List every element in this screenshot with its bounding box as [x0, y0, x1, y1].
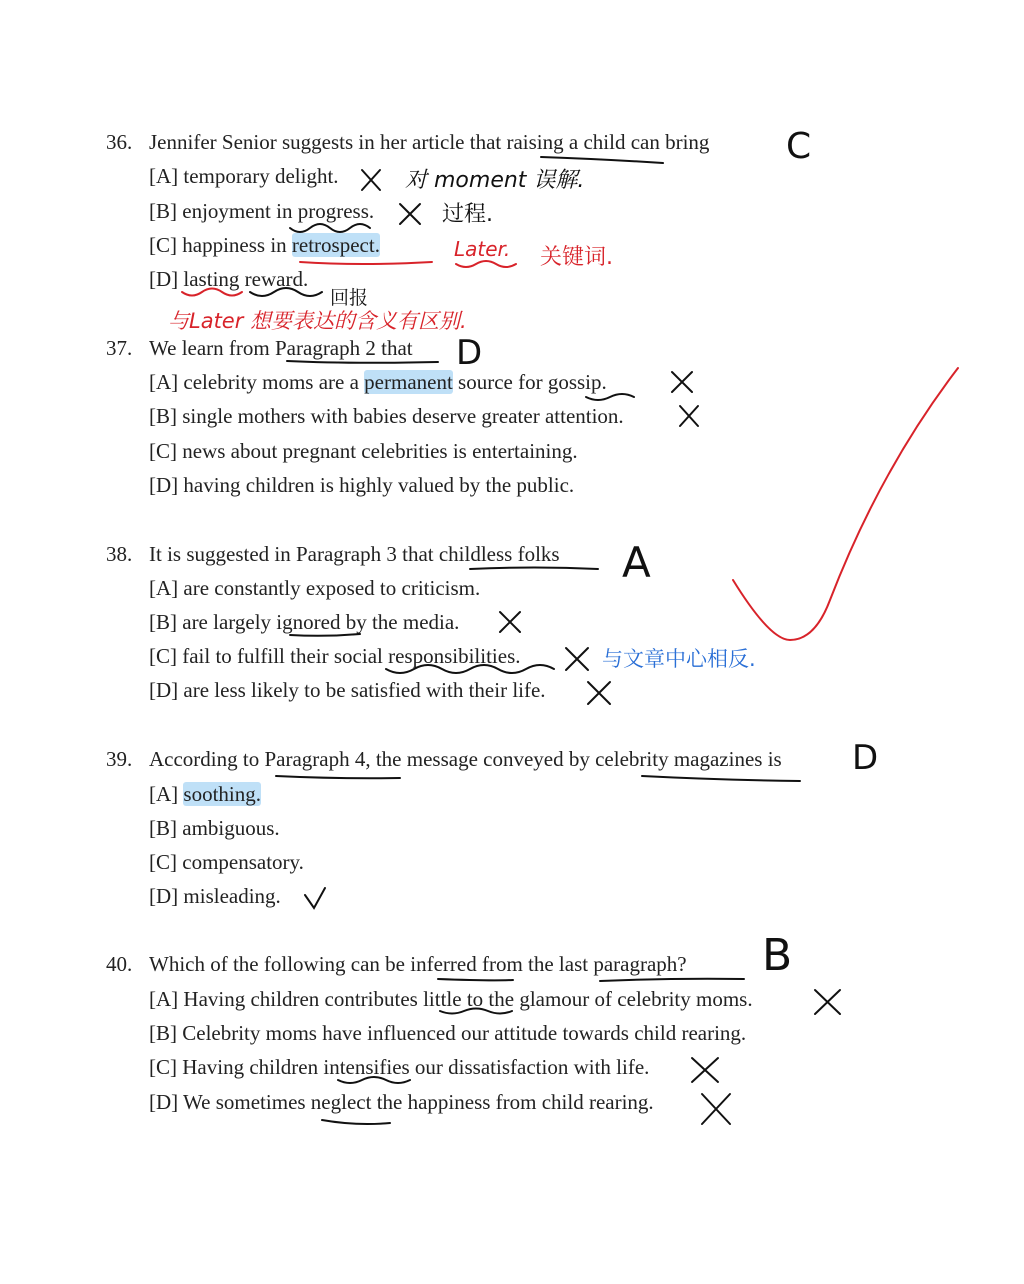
answer-mark-37: D: [456, 333, 483, 373]
underline-stroke: [642, 776, 800, 781]
question-number: 36.: [106, 130, 133, 154]
answer-mark-39: D: [852, 738, 879, 778]
question-number: 38.: [106, 542, 133, 566]
question-stem: According to Paragraph 4, the message conveyed by celebrity magazines is: [149, 747, 782, 771]
option-c: [C] fail to fulfill their social responsibilities.: [149, 644, 521, 668]
option-a: [A] Having children contributes little to the glamour of celebrity moms.: [149, 987, 753, 1011]
option-a-text: [A] celebrity moms are a: [149, 370, 365, 394]
option-b: [B] enjoyment in progress.: [149, 199, 375, 223]
question-stem: Which of the following can be inferred from the last paragraph?: [149, 952, 687, 976]
option-c-text: [C] happiness in: [149, 233, 292, 257]
cross-mark-icon: [815, 990, 840, 1014]
note-q36-a: 对 moment 误解.: [405, 168, 585, 193]
option-b: [B] are largely ignored by the media.: [149, 610, 460, 634]
option-a-rest: source for gossip.: [452, 370, 607, 394]
option-b: [B] single mothers with babies deserve greater attention.: [149, 404, 624, 428]
option-c: [C] Having children intensifies our dissatisfaction with life.: [149, 1055, 650, 1079]
note-q38-c: 与文章中心相反.: [602, 647, 756, 671]
cross-mark-icon: [588, 682, 610, 704]
option-a: [149, 367, 607, 397]
question-stem: Jennifer Senior suggests in her article that raising a child can bring: [149, 130, 710, 154]
underline-stroke: [300, 262, 432, 264]
option-c: [C] news about pregnant celebrities is entertaining.: [149, 439, 578, 463]
cross-mark-icon: [672, 372, 692, 392]
question-number: 40.: [106, 952, 133, 976]
cross-mark-icon: [680, 406, 698, 426]
note-q36-b: 过程.: [442, 202, 493, 227]
underline-stroke: [276, 776, 400, 778]
note-q36-keyword: 关键词.: [540, 245, 613, 270]
underline-stroke: [456, 261, 516, 267]
option-d: [D] misleading.: [149, 884, 281, 908]
highlighted-word: retrospect.: [291, 233, 380, 257]
option-c: [149, 230, 380, 260]
option-d: [D] are less likely to be satisfied with their life.: [149, 678, 546, 702]
note-q36-later: Later.: [454, 237, 511, 261]
question-number: 37.: [106, 336, 133, 360]
cross-mark-icon: [362, 170, 380, 190]
answer-mark-38: A: [622, 538, 651, 587]
note-q36-d: 与Later 想要表达的含义有区别.: [168, 309, 467, 333]
option-b: [B] ambiguous.: [149, 816, 280, 840]
option-a: [A] are constantly exposed to criticism.: [149, 576, 481, 600]
underline-stroke: [600, 979, 744, 981]
answer-mark-40: B: [762, 930, 793, 981]
option-a-text: [A]: [149, 782, 184, 806]
underline-stroke: [322, 1120, 390, 1124]
option-a: [149, 779, 261, 809]
check-mark-icon: [733, 368, 958, 640]
option-b: [B] Celebrity moms have influenced our attitude towards child rearing.: [149, 1021, 747, 1045]
question-stem: We learn from Paragraph 2 that: [149, 336, 413, 360]
cross-mark-icon: [566, 648, 588, 670]
note-q36-huibao: 回报: [330, 287, 369, 309]
highlighted-word: soothing.: [183, 782, 261, 806]
cross-mark-icon: [702, 1094, 730, 1124]
cross-mark-icon: [692, 1058, 718, 1082]
option-c: [C] compensatory.: [149, 850, 304, 874]
option-a: [A] temporary delight.: [149, 164, 339, 188]
option-d: [D] We sometimes neglect the happiness from child rearing.: [149, 1090, 654, 1114]
check-mark-icon: [305, 888, 325, 908]
answer-mark-36: C: [786, 126, 812, 167]
option-d: [D] having children is highly valued by the public.: [149, 473, 575, 497]
question-stem: It is suggested in Paragraph 3 that childless folks: [149, 542, 560, 566]
question-number: 39.: [106, 747, 133, 771]
highlighted-word: permanent: [364, 370, 453, 394]
cross-mark-icon: [500, 612, 520, 632]
option-d: [D] lasting reward.: [149, 267, 309, 291]
cross-mark-icon: [400, 204, 420, 224]
underline-stroke: [438, 979, 513, 980]
